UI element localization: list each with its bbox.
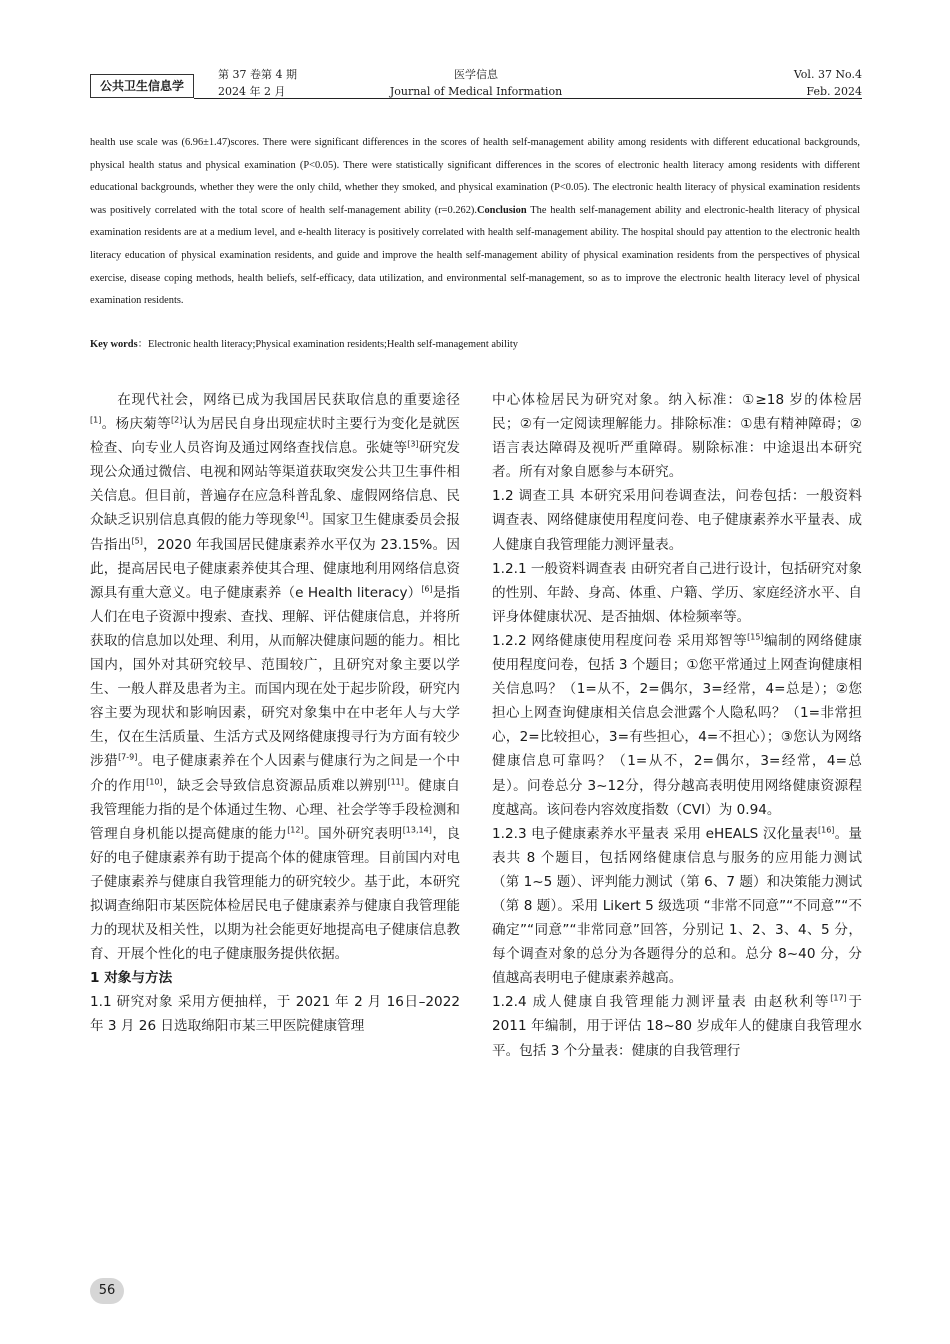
header-rule (194, 98, 862, 99)
page-number: 56 (90, 1278, 124, 1304)
running-header (90, 64, 862, 104)
inclusion-paragraph: 中心体检居民为研究对象。纳入标准：①≥18 岁的体检居民；②有一定阅读理解能力。排除标准：①患有精神障碍；②语言表达障碍及视听严重障碍。剔除标准：中途退出本研究者。所有对象自愿参与本研究。 (492, 392, 862, 481)
citation-marker: [4] (296, 511, 309, 521)
volume-cn: 第 37 卷第 4 期 (218, 68, 297, 81)
journal-name-cn: 医学信息 (454, 68, 498, 81)
citation-marker: [13,14] (402, 825, 432, 835)
keywords-text: ：Electronic health literacy;Physical examination residents;Health self-management ability (137, 339, 518, 350)
network-use-paragraph: 1.2.2 网络健康使用程度问卷 采用郑智等[15]编制的网络健康使用程度问卷，包括 3 个题目；①您平常通过上网查询健康相关信息吗？（1=从不，2=偶尔，3=经常，4=总是）；②您担心上网查询健康相关信息会泄露个人隐私吗？（1=非常担心，2=比较担心，3=有些担心，4=不担心）；③您认为网络健康信息可靠吗？（1=从不，2=偶尔，3=经常，4=总是）。问卷总分 3~12分，得分越高表明使用网络健康资源程度越高。该问卷内容效度指数（CVI）为 0.94。 (492, 632, 863, 818)
tools-paragraph: 1.2 调查工具 本研究采用问卷调查法，问卷包括：一般资料调查表、网络健康使用程度问卷、电子健康素养水平量表、成人健康自我管理能力测评量表。 (492, 488, 862, 553)
issue-info-en (794, 66, 862, 100)
volume-en: Vol. 37 No.4 (793, 68, 862, 81)
citation-marker: [5] (131, 536, 143, 546)
subject-paragraph: 1.1 研究对象 采用方便抽样，于 2021 年 2 月 16日–2022 年 3 月 26 日选取绵阳市某三甲医院健康管理 (90, 994, 460, 1035)
citation-marker: [11] (387, 776, 404, 786)
date-cn: 2024 年 2 月 (218, 85, 286, 98)
english-abstract (90, 132, 860, 313)
date-en: Feb. 2024 (806, 85, 862, 98)
citation-marker: [7-9] (118, 752, 138, 762)
citation-marker: [17] (830, 993, 847, 1003)
body-column-left (90, 388, 460, 1039)
citation-marker: [10] (146, 776, 163, 786)
journal-name-en: Journal of Medical Information (389, 85, 563, 98)
conclusion-label: Conclusion (476, 204, 527, 216)
general-info-paragraph: 1.2.1 一般资料调查表 由研究者自己进行设计，包括研究对象的性别、年龄、身高、体重、户籍、学历、家庭经济水平、自评身体健康状况、是否抽烟、体检频率等。 (492, 560, 862, 625)
citation-marker: [16] (817, 825, 835, 835)
self-management-paragraph: 1.2.4 成人健康自我管理能力测评量表 由赵秋利等[17]于 2011 年编制，用于评估 18~80 岁成年人的健康自我管理水平。包括 3 个分量表：健康的自我管理行 (492, 993, 862, 1059)
abstract-conclusion: The health self-management ability and electronic-health literacy of physical examination residents are at a medium level, and e-health literacy is positively correlated with health self-management ability. The hospital should pay attention to the electronic health literacy education of physical examination residents, and guide and improve the health self-management ability of physical examination residents from the perspectives of physical exercise, disease coping methods, health beliefs, self-efficacy, data utilization, and environmental self-management, so as to improve the electronic health literacy level of physical examination residents. (90, 204, 860, 307)
abstract-results: health use scale was (6.96±1.47)scores. There were significant differences in the scores of health self-management ability among residents with different educational backgrounds, physical health status and physical examination (P<0.05). There were statistically significant differences in the scores of electronic health literacy among residents with different educational backgrounds, whether they were the only child, whether they smoked, and physical examination (P<0.05). The electronic health literacy of physical examination residents was positively correlated with the total score of health self-management ability (r=0.262). (90, 137, 860, 216)
citation-marker: [12] (287, 825, 304, 835)
citation-marker: [1] (90, 415, 102, 425)
journal-name (90, 66, 862, 100)
journal-section-tab: 公共卫生信息学 (90, 74, 194, 98)
eheals-paragraph: 1.2.3 电子健康素养水平量表 采用 eHEALS 汉化量表[16]。量表共 8 个题目，包括网络健康信息与服务的应用能力测试（第 1~5 题）、评判能力测试（第 6、7 题）和决策能力测试（第 8 题）。采用 Likert 5 级选项 “非常不同意”“不同意”“不确定”“同意”“非常同意”回答，分别记 1、2、3、4、5 分，每个调查对象的总分为各题得分的总和。总分 8~40 分，分值越高表明电子健康素养越高。 (492, 825, 862, 987)
citation-marker: [2] (171, 415, 183, 425)
citation-marker: [3] (407, 439, 419, 449)
citation-marker: [6] (421, 584, 433, 594)
intro-paragraph: 在现代社会，网络已成为我国居民获取信息的重要途径[1]。杨庆菊等[2]认为居民自身出现症状时主要行为变化是就医检查、向专业人员咨询及通过网络查找信息。张婕等[3]研究发现公众通过微信、电视和网站等渠道获取突发公共卫生事件相关信息。但目前，普遍存在应急科普乱象、虚假网络信息、民众缺乏识别信息真假的能力等现象[4]。国家卫生健康委员会报告指出[5]，2020 年我国居民健康素养水平仅为 23.15%。因此，提高居民电子健康素养使其合理、健康地利用网络信息资源具有重大意义。电子健康素养（e Health literacy）[6]是指人们在电子资源中搜索、查找、理解、评估健康信息，并将所获取的信息加以处理、利用，从而解决健康问题的能力。相比国内，国外对其研究较早、范围较广，且研究对象主要以学生、一般人群及患者为主。而国内现在处于起步阶段，研究内容主要为现状和影响因素，研究对象集中在中老年人与大学生，仅在生活质量、生活方式及网络健康搜寻行为方面有较少涉猎[7-9]。电子健康素养在个人因素与健康行为之间是一个中介的作用[10]，缺乏会导致信息资源品质难以辨别[11]。健康自我管理能力指的是个体通过生物、心理、社会学等手段检测和管理自身机能以提高健康的能力[12]。国外研究表明[13,14]，良好的电子健康素养有助于提高个体的健康管理。目前国内对电子健康素养与健康自我管理能力的研究较少。基于此，本研究拟调查绵阳市某医院体检居民电子健康素养与健康自我管理能力的现状及相关性，以期为社会能更好地提高电子健康信息教育、开展个性化的电子健康服务提供依据。 (90, 392, 461, 963)
keywords-label: Key words (90, 339, 138, 350)
keywords (90, 336, 860, 354)
body-column-right (492, 388, 862, 1063)
section-title: 1 对象与方法 (90, 970, 173, 987)
citation-marker: [15] (747, 632, 764, 642)
